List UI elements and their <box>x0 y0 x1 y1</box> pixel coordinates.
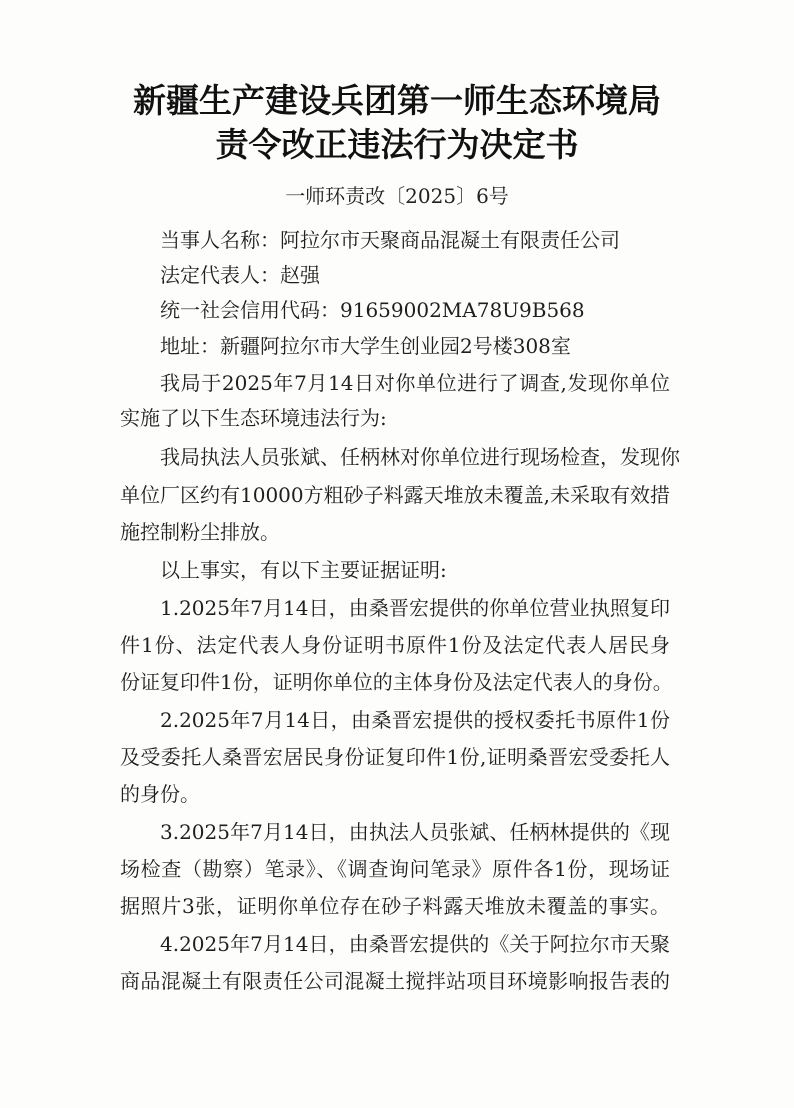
body-line: 商品混凝土有限责任公司混凝土搅拌站项目环境影响报告表的 <box>120 969 670 993</box>
body-line: 份证复印件1份，证明你单位的主体身份及法定代表人的身份。 <box>120 670 673 694</box>
body-line: 的身份。 <box>120 782 200 806</box>
document-title-line-1: 新疆生产建设兵团第一师生态环境局 <box>133 81 661 120</box>
body-line: 以上事实，有以下主要证据证明: <box>160 558 447 582</box>
body-line: 件1份、法定代表人身份证明书原件1份及法定代表人居民身 <box>120 633 670 657</box>
body-line: 我局于2025年7月14日对你单位进行了调查,发现你单位 <box>160 371 670 395</box>
body-line: 单位厂区约有10000方粗砂子料露天堆放未覆盖,未采取有效措 <box>120 483 670 507</box>
body-line: 及受委托人桑晋宏居民身份证复印件1份,证明桑晋宏受委托人 <box>120 745 670 769</box>
body-line: 2.2025年7月14日，由桑晋宏提供的授权委托书原件1份 <box>160 708 670 732</box>
body-line: 3.2025年7月14日，由执法人员张斌、任柄林提供的《现 <box>160 820 670 844</box>
body-line: 实施了以下生态环境违法行为: <box>120 406 387 430</box>
legal-representative: 法定代表人：赵强 <box>160 263 320 287</box>
credit-code: 统一社会信用代码：91659002MA78U9B568 <box>160 298 585 322</box>
party-name: 当事人名称：阿拉尔市天聚商品混凝土有限责任公司 <box>160 228 620 252</box>
body-line: 据照片3张，证明你单位存在砂子料露天堆放未覆盖的事实。 <box>120 894 670 918</box>
document-number: 一师环责改〔2025〕6号 <box>285 184 509 208</box>
document-title-line-2: 责令改正违法行为决定书 <box>215 125 579 164</box>
body-line: 施控制粉尘排放。 <box>120 520 280 544</box>
address: 地址：新疆阿拉尔市大学生创业园2号楼308室 <box>160 334 571 358</box>
body-line: 4.2025年7月14日，由桑晋宏提供的《关于阿拉尔市天聚 <box>160 932 670 956</box>
body-line: 1.2025年7月14日，由桑晋宏提供的你单位营业执照复印 <box>160 596 670 620</box>
body-line: 我局执法人员张斌、任柄林对你单位进行现场检查，发现你 <box>160 445 680 469</box>
body-line: 场检查（勘察）笔录》、《调查询问笔录》原件各1份，现场证 <box>120 857 670 881</box>
